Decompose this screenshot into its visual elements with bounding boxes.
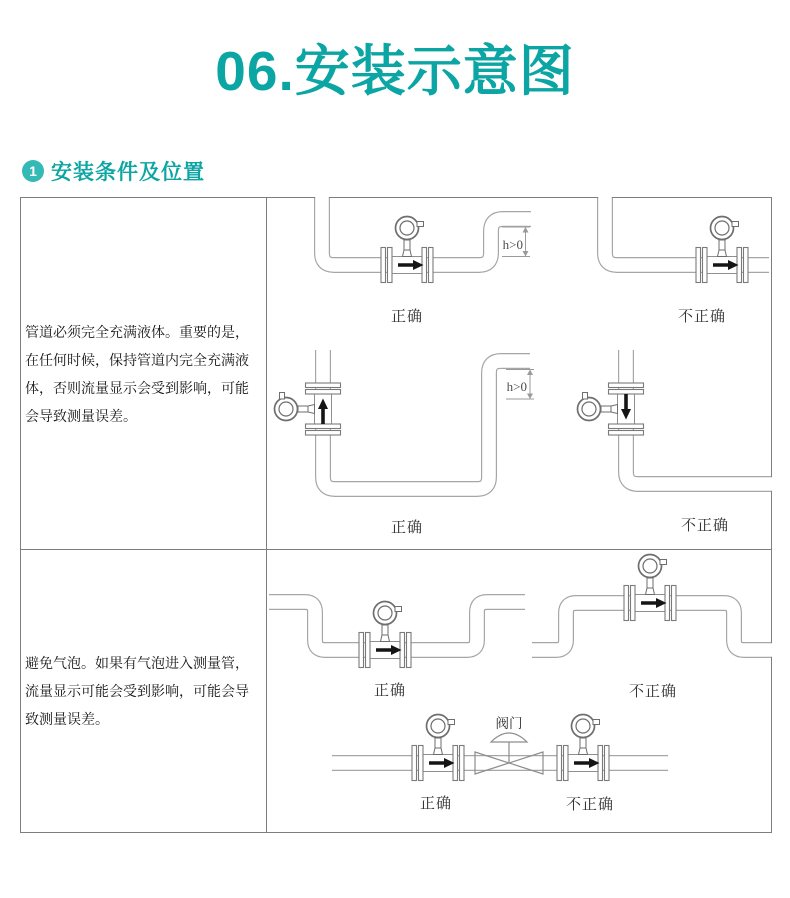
diagram-meter-at-high-point [530,556,773,678]
section-header [22,158,205,184]
table-cell-diagrams [267,550,771,832]
table-row [21,550,771,832]
table-cell-description [21,550,267,832]
flowmeter-icon [578,383,644,435]
table-cell-description [21,198,267,549]
height-annotation-text: h>0 [502,237,523,252]
flowmeter-icon [275,383,341,435]
diagram-label: 不正确 [565,796,614,813]
installation-table [20,197,772,833]
flowmeter-icon [359,602,411,668]
diagram-horizontal-run-with-rise [269,198,531,310]
flowmeter-icon [381,217,433,283]
table-cell-diagrams [267,198,771,549]
table-row [21,198,771,550]
height-annotation-text: h>0 [506,379,527,394]
page-title: 06.安装示意图 [215,40,575,102]
row-description: 管道必须完全充满液体。重要的是，在任何时候，保持管道内完全充满液体，否则流量显示会受到影响，可能会导致测量误差。 [25,323,249,424]
section-number-badge: 1 [22,160,44,182]
diagram-label: 正确 [390,308,423,325]
diagram-label: 正确 [373,682,406,699]
height-dimension-annotation [502,227,530,257]
valve-label: 阀门 [495,716,523,731]
row-description: 避免气泡。如果有气泡进入测量管，流量显示可能会受到影响，可能会导致测量误差。 [25,655,249,727]
diagram-label: 不正确 [680,517,729,534]
flowmeter-icon [696,217,748,283]
section-title: 安装条件及位置 [51,161,205,184]
flowmeter-icon [624,555,676,621]
height-dimension-annotation [506,370,534,400]
diagram-label: 不正确 [677,308,726,325]
diagram-meter-at-low-point [269,556,527,678]
diagram-horizontal-run-open-end [592,198,772,310]
diagram-label: 正确 [419,795,452,812]
diagram-label: 不正确 [628,683,677,700]
diagram-label: 正确 [390,519,423,536]
